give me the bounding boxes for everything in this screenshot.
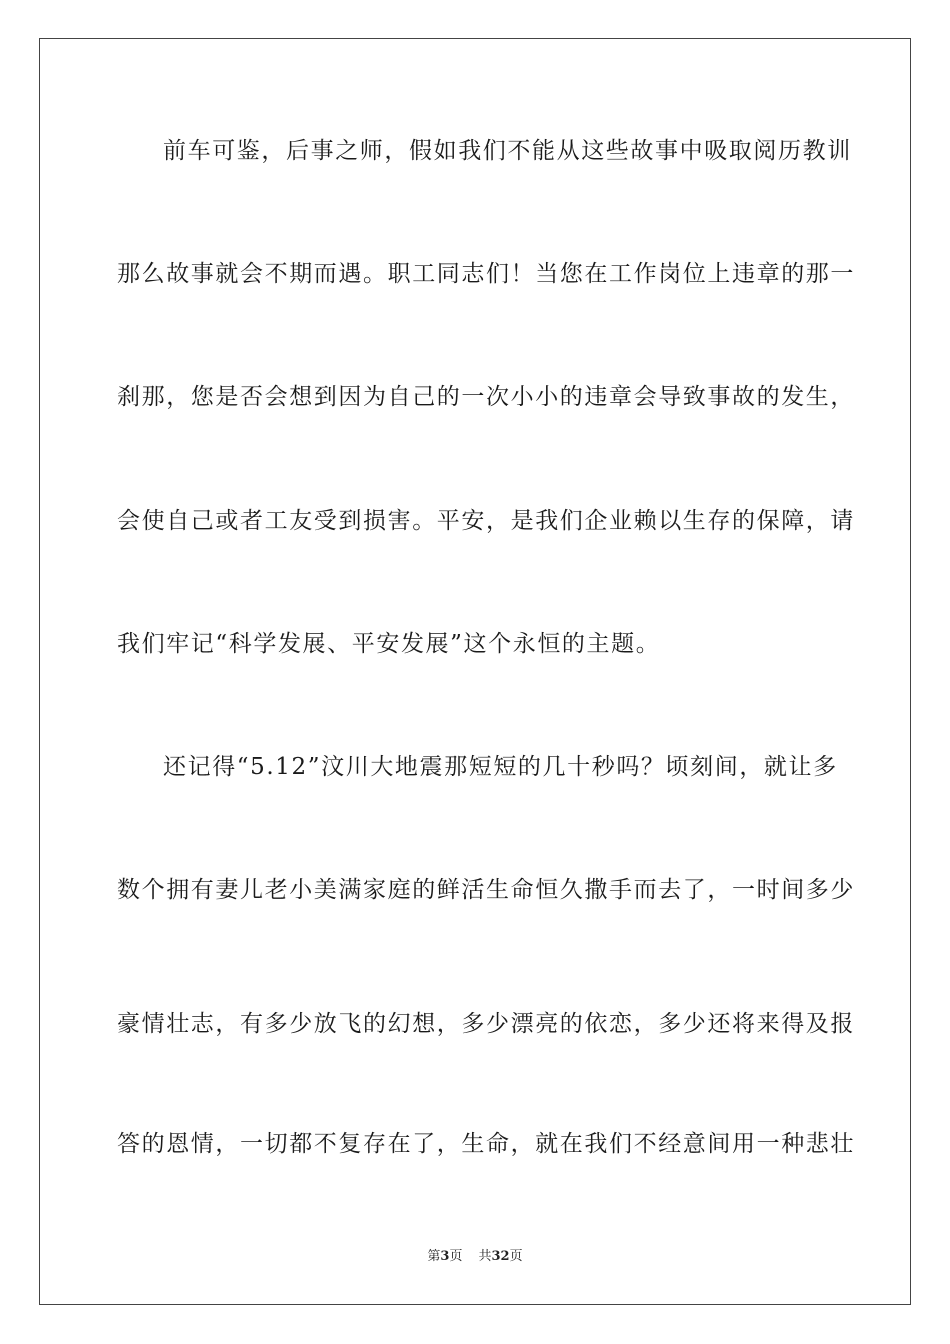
footer-page-number: 3 — [440, 1249, 450, 1264]
footer-total-prefix: 共 — [478, 1249, 492, 1264]
paragraph-2-line-2: 数个拥有妻儿老小美满家庭的鲜活生命恒久撒手而去了，一时间多少 — [117, 877, 855, 903]
paragraph-1-line-2: 那么故事就会不期而遇。职工同志们！当您在工作岗位上违章的那一 — [117, 261, 855, 287]
paragraph-1-line-5: 我们牢记“科学发展、平安发展”这个永恒的主题。 — [117, 631, 661, 657]
paragraph-1-line-1: 前车可鉴，后事之师，假如我们不能从这些故事中吸取阅历教训 — [163, 138, 852, 164]
paragraph-2-line-3: 豪情壮志，有多少放飞的幻想，多少漂亮的依恋，多少还将来得及报 — [117, 1011, 855, 1037]
paragraph-1-line-4: 会使自己或者工友受到损害。平安，是我们企业赖以生存的保障，请 — [117, 508, 855, 534]
paragraph-2-line-1: 还记得“5.12”汶川大地震那短短的几十秒吗？顷刻间，就让多 — [163, 754, 838, 780]
footer-total-suffix: 页 — [509, 1249, 523, 1264]
footer-page-prefix: 第 — [427, 1249, 441, 1264]
paragraph-2-line-4: 答的恩情，一切都不复存在了，生命，就在我们不经意间用一种悲壮 — [117, 1131, 855, 1157]
page-border — [39, 38, 911, 1305]
footer-page-suffix: 页 — [449, 1249, 463, 1264]
paragraph-1-line-3: 刹那，您是否会想到因为自己的一次小小的违章会导致事故的发生， — [117, 384, 855, 410]
page-footer — [0, 1248, 950, 1266]
footer-total-pages: 32 — [491, 1249, 510, 1264]
